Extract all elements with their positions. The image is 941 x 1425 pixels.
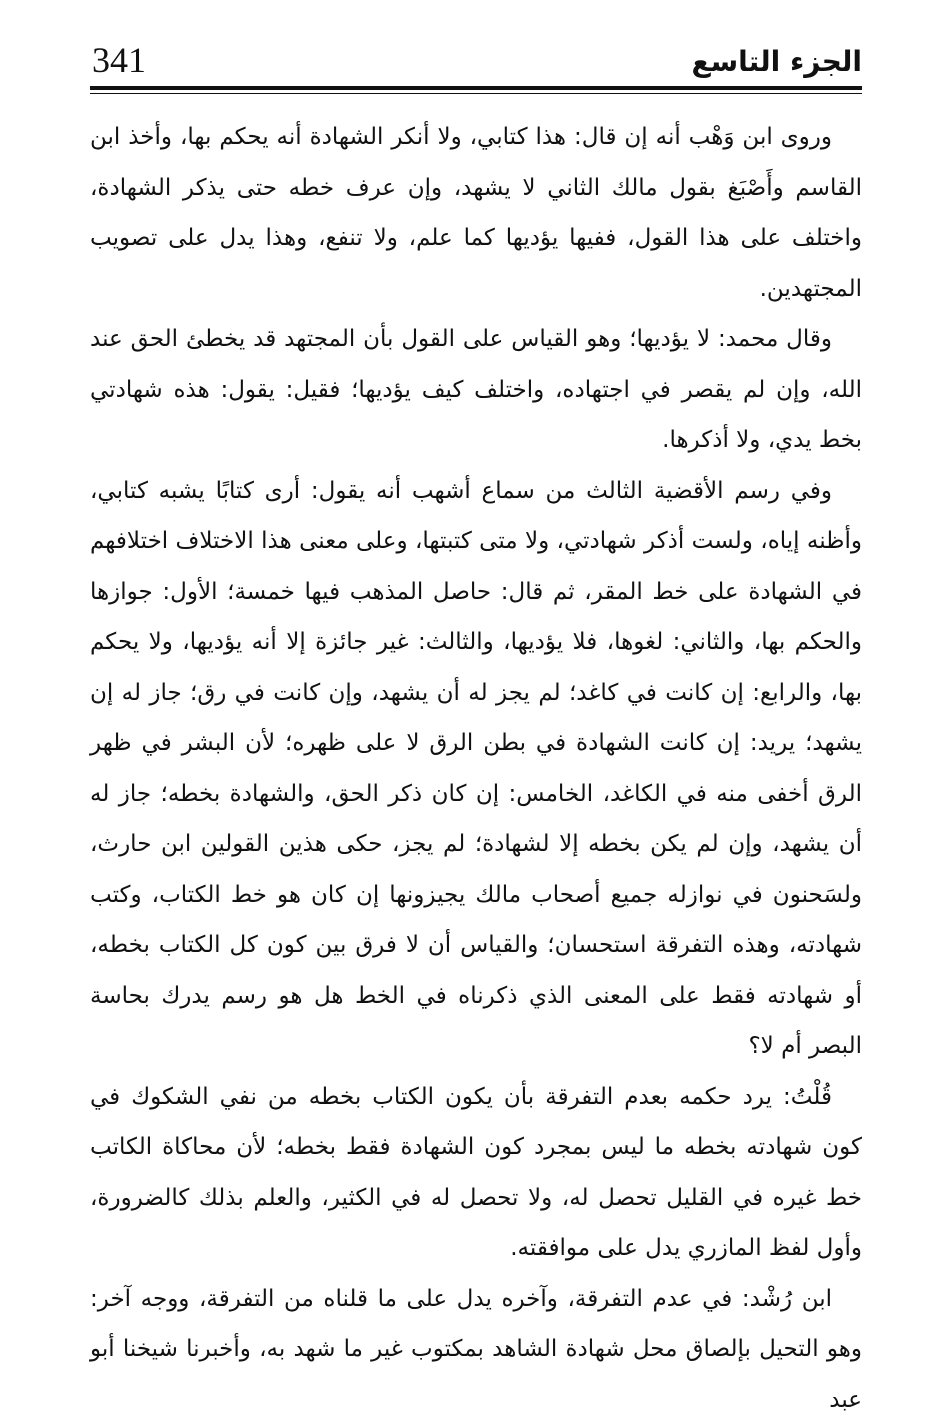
- page-number: 341: [92, 40, 146, 80]
- paragraph: قُلْتُ: يرد حكمه بعدم التفرقة بأن يكون الكتاب بخطه من نفي الشكوك في كون شهادته بخطه ما ليس بمجرد كون الشهادة فقط بخطه؛ لأن محاكاة الكاتب خط غيره في القليل تحصل له، ولا تحصل له في الكثير، والعلم بذلك كالضرورة، وأول لفظ المازري يدل على موافقته.: [90, 1072, 862, 1274]
- header-rule-thick: [90, 86, 862, 90]
- body-text: [90, 112, 862, 1425]
- header-rule-thin: [90, 93, 862, 94]
- paragraph: وفي رسم الأقضية الثالث من سماع أشهب أنه يقول: أرى كتابًا يشبه كتابي، وأظنه إياه، ولست أذكر شهادتي، ولا متى كتبتها، وعلى معنى هذا الاختلاف اختلافهم في الشهادة على خط المقر، ثم قال: حاصل المذهب فيها خمسة؛ الأول: جوازها والحكم بها، والثاني: لغوها، فلا يؤديها، والثالث: غير جائزة إلا أنه يؤديها، ولا يحكم بها، والرابع: إن كانت في كاغد؛ لم يجز له أن يشهد، وإن كانت في رق؛ جاز له إن يشهد؛ يريد: إن كانت الشهادة في بطن الرق لا على ظهره؛ لأن البشر في ظهر الرق أخفى منه في الكاغد، الخامس: إن كان ذكر الحق، والشهادة بخطه؛ جاز له أن يشهد، وإن لم يكن بخطه إلا لشهادة؛ لم يجز، حكى هذين القولين ابن حارث، ولسَحنون في نوازله جميع أصحاب مالك يجيزونها إن كان هو خط الكتاب، وكتب شهادته، وهذه التفرقة استحسان؛ والقياس أن لا فرق بين كون كل الكتاب بخطه، أو شهادته فقط على المعنى الذي ذكرناه في الخط هل هو رسم يدرك بحاسة البصر أم لا؟: [90, 466, 862, 1072]
- page-header: [90, 36, 862, 88]
- paragraph: ابن رُشْد: في عدم التفرقة، وآخره يدل على ما قلناه من التفرقة، ووجه آخر: وهو التحيل بإلصاق محل شهادة الشاهد بمكتوب غير ما شهد به، وأخبرنا شيخنا أبو عبد: [90, 1274, 862, 1425]
- running-title: الجزء التاسع: [692, 44, 863, 80]
- paragraph: وروى ابن وَهْب أنه إن قال: هذا كتابي، ولا أنكر الشهادة أنه يحكم بها، وأخذ ابن القاسم وأَصْبَغ بقول مالك الثاني لا يشهد، وإن عرف خطه حتى يذكر الشهادة، واختلف على هذا القول، ففيها يؤديها كما علم، ولا تنفع، وهذا يدل على تصويب المجتهدين.: [90, 112, 862, 314]
- paragraph: وقال محمد: لا يؤديها؛ وهو القياس على القول بأن المجتهد قد يخطئ الحق عند الله، وإن لم يقصر في اجتهاده، واختلف كيف يؤديها؛ فقيل: يقول: هذه شهادتي بخط يدي، ولا أذكرها.: [90, 314, 862, 466]
